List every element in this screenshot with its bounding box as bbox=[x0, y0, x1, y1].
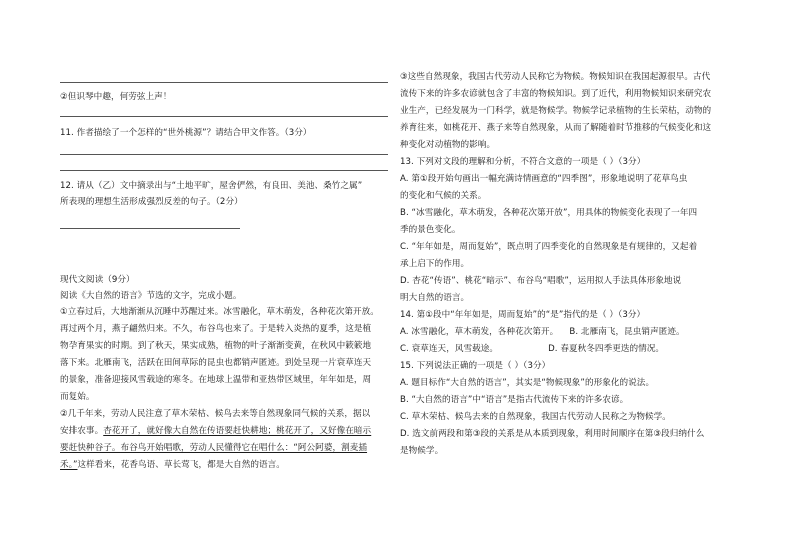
q15-option: D. 选文前两段和第③段的关系是从本质到现象，利用时间顺序在第③段归纳什么 bbox=[400, 429, 705, 439]
q12-prompt-line1: 12. 请从（乙）文中摘录出与“土地平旷，屋舍俨然，有良田、美池、桑竹之属” bbox=[60, 181, 363, 191]
passage-p1-line: 落下来。北雁南飞，活跃在田间草际的昆虫也都销声匿迹。到处呈现一片衰草连天 bbox=[60, 358, 372, 368]
passage-p3-line: 业生产，已经发展为一门科学，就是物候学。物候学记录植物的生长荣枯，动物的 bbox=[400, 106, 712, 116]
q13-prompt: 13. 下列对文段的理解和分析，不符合文意的一项是（ ）（3分） bbox=[400, 157, 646, 167]
q14-prompt: 14. 第①段中“年年如是，周而复始”的“是”指代的是（ ）（3分） bbox=[400, 310, 646, 320]
q15-option: B. “大自然的语言”中“语言”是指古代流传下来的许多农谚。 bbox=[400, 395, 629, 405]
answer-line bbox=[60, 116, 388, 117]
q10-item2: ②但识琴中趣，何劳弦上声！ bbox=[60, 92, 172, 102]
q13-option: 季的景色变化。 bbox=[400, 225, 461, 235]
passage-text: 安排农事。 bbox=[60, 426, 104, 436]
section-title: 现代文阅读（9分） bbox=[60, 275, 135, 285]
passage-p1-line: 物孕育果实的时期。到了秋天，果实成熟，植物的叶子渐渐变黄，在秋风中簌簌地 bbox=[60, 341, 372, 351]
answer-line bbox=[60, 170, 388, 171]
q13-option: 明大自然的语言。 bbox=[400, 293, 470, 303]
passage-p2-line bbox=[60, 460, 285, 471]
passage-p2-line bbox=[60, 426, 371, 437]
q13-option: D. 杏花“传语”、桃花“暗示”、布谷鸟“唱歌”，运用拟人手法具体形象地说 bbox=[400, 276, 682, 286]
q13-option: C. “年年如是，周而复始”，既点明了四季变化的自然现象是有规律的，又起着 bbox=[400, 242, 698, 252]
q15-prompt: 15. 下列说法正确的一项是（ ）（3分） bbox=[400, 361, 551, 371]
passage-text: 这样看来，花香鸟语、草长莺飞，都是大自然的语言。 bbox=[77, 460, 285, 470]
passage-p1-line: 而复始。 bbox=[60, 392, 95, 402]
passage-p2-line bbox=[60, 443, 367, 454]
passage-p3-line: 养育往来，如桃花开、燕子来等自然现象，从而了解随着时节推移的气候变化和这 bbox=[400, 123, 712, 133]
underlined-text: 杏花开了，就好像大自然在传语要赶快耕地；桃花开了，又好像在暗示 bbox=[103, 426, 372, 436]
q12-prompt-line2: 所表现的理想生活形成强烈反差的句子。（2分） bbox=[60, 197, 243, 207]
passage-p1-line: 再过两个月，燕子翩然归来。不久，布谷鸟也来了。于是转入炎热的夏季，这是植 bbox=[60, 324, 372, 334]
q11-prompt: 11. 作者描绘了一个怎样的“世外桃源”？请结合甲文作答。（3分） bbox=[60, 128, 312, 138]
passage-p3-line: 流传下来的许多农谚就包含了丰富的物候知识。到了近代，利用物候知识来研究农 bbox=[400, 89, 712, 99]
answer-line bbox=[60, 228, 240, 229]
passage-p1-line: 的景象，准备迎接风雪载途的寒冬。在地球上温带和亚热带区域里，年年如是，周 bbox=[60, 375, 372, 385]
passage-p2-line: ②几千年来，劳动人民注意了草木荣枯、候鸟去来等自然现象同气候的关系，据以 bbox=[60, 409, 371, 419]
q13-option: 的变化和气候的关系。 bbox=[400, 191, 487, 201]
q15-option: 是物候学。 bbox=[400, 446, 444, 456]
underlined-text: 布谷鸟开始唱歌，劳动人民懂得它在唱什么：“阿公阿婆，割麦插 bbox=[120, 443, 368, 453]
q13-option: 承上启下的作用。 bbox=[400, 259, 470, 269]
q13-option: A. 第①段开始句画出一幅充满诗情画意的“四季图”，形象地说明了花草鸟虫 bbox=[400, 174, 688, 184]
q14-option: A. 冰雪融化，草木萌发，各种花次第开。 B. 北雁南飞，昆虫销声匿迹。 bbox=[400, 327, 685, 337]
q14-option: C. 衰草连天，风雪载途。 D. 春夏秋冬四季更迭的情况。 bbox=[400, 344, 665, 354]
q15-option: A. 题目标作“大自然的语言”，其实是“物候现象”的形象化的说法。 bbox=[400, 378, 655, 388]
q15-option: C. 草木荣枯、候鸟去来的自然现象，我国古代劳动人民称之为物候学。 bbox=[400, 412, 671, 422]
reading-instruction: 阅读《大自然的语言》节选的文字，完成小题。 bbox=[60, 291, 242, 301]
underlined-text: 要赶快种谷子。 bbox=[60, 443, 121, 453]
underlined-text: 禾。” bbox=[60, 460, 78, 470]
passage-p3-line: 种变化对动植物的影响。 bbox=[400, 140, 496, 150]
q13-option: B. “冰雪融化，草木萌发，各种花次第开放”，用具体的物候变化表现了一年四 bbox=[400, 208, 698, 218]
passage-p1-line: ①立春过后，大地渐渐从沉睡中苏醒过来。冰雪融化，草木萌发，各种花次第开放。 bbox=[60, 307, 379, 317]
passage-p3-line: ③这些自然现象，我国古代劳动人民称它为物候。物候知识在我国起源很早。古代 bbox=[400, 72, 711, 82]
answer-line bbox=[60, 82, 388, 83]
answer-line bbox=[60, 154, 388, 155]
